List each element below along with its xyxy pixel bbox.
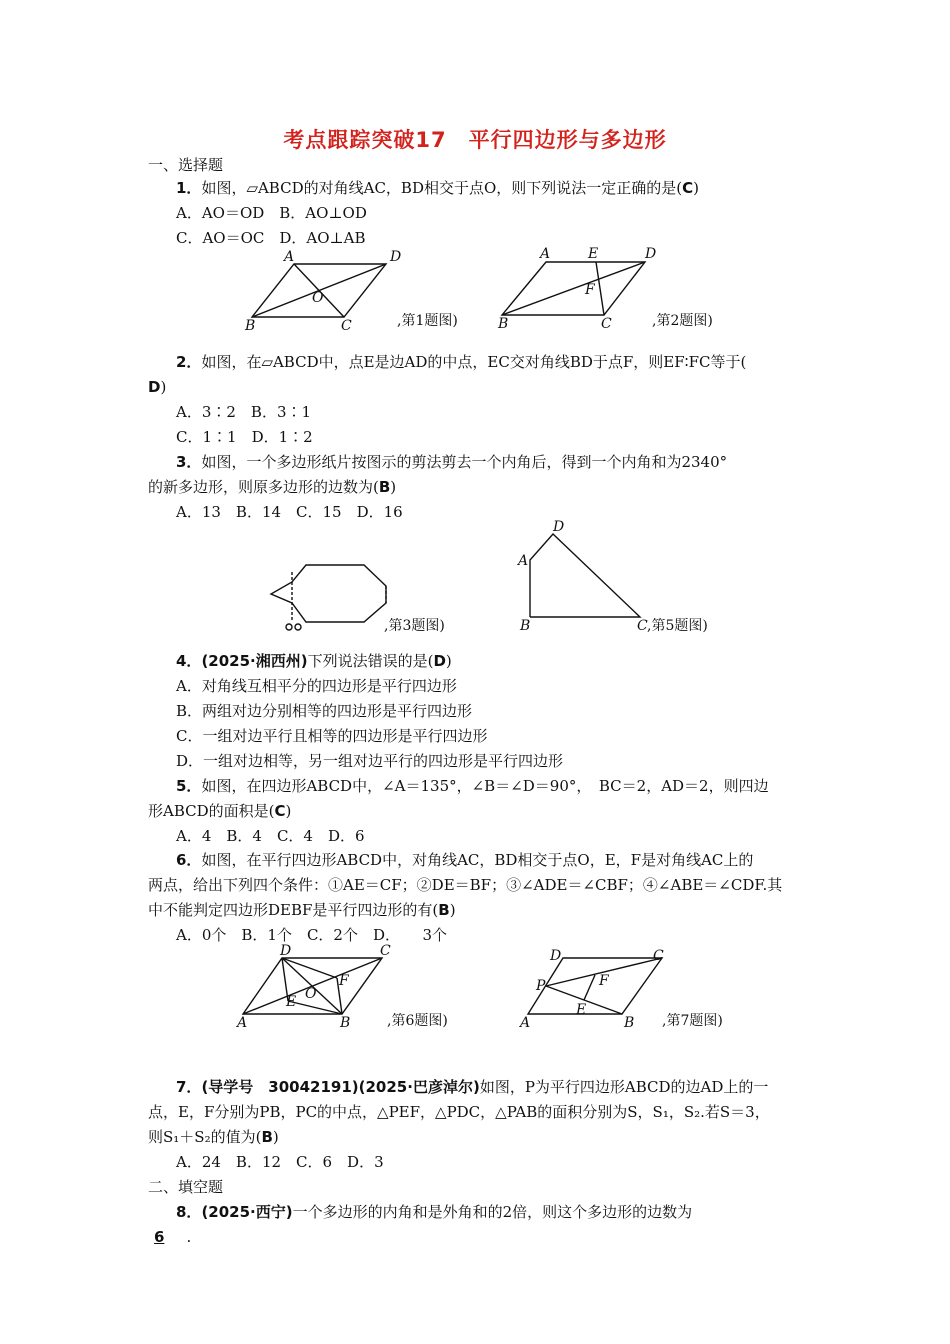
label-p: P (536, 978, 546, 994)
label-c: C (341, 318, 352, 334)
label-f: F (585, 282, 595, 298)
paren: ) (445, 652, 452, 670)
q6-options: A．0个 B．1个 C．2个 D． 3个 (176, 926, 448, 944)
figure-7-caption: ,第7题图) (662, 1013, 723, 1029)
q7-options: A．24 B．12 C．6 D．3 (176, 1153, 384, 1171)
segment-df (282, 958, 337, 978)
q1-options-row-1: A．AO＝OD B．AO⊥OD (176, 204, 367, 222)
question-source: (2025·湘西州) (201, 652, 308, 670)
label-d: D (280, 943, 292, 959)
paren: ) (272, 1128, 279, 1146)
question-number: 7． (176, 1078, 202, 1096)
question-number: 5． (176, 777, 202, 795)
label-b: B (340, 1015, 351, 1031)
question-text: 如图，一个多边形纸片按图示的剪法剪去一个内角后，得到一个内角和为2340° (201, 453, 728, 471)
label-c: C (380, 943, 391, 959)
question-text: 如图，P为平行四边形ABCD的边AD上的一 (479, 1078, 769, 1096)
q6-line-2: 两点，给出下列四个条件：①AE＝CF；②DE＝BF；③∠ADE＝∠CBF；④∠ABE＝∠CDF.其 (148, 876, 783, 894)
answer: B (378, 478, 391, 496)
paren: ) (390, 478, 397, 496)
label-o: O (312, 290, 324, 306)
question-text: 则S₁＋S₂的值为( (148, 1128, 262, 1146)
question-number: 1． (176, 179, 202, 197)
answer: D (433, 652, 446, 670)
q3-options: A．13 B．14 C．15 D．16 (176, 503, 403, 521)
figure-6-caption: ,第6题图) (387, 1013, 448, 1029)
label-f: F (339, 973, 349, 989)
section-fill-heading: 二、填空题 (148, 1178, 224, 1196)
figure-5 (530, 534, 640, 617)
segment-ec (596, 262, 604, 315)
label-c: C (601, 316, 612, 332)
label-b: B (498, 316, 509, 332)
q1-options-row-2: C．AO＝OC D．AO⊥AB (176, 229, 366, 247)
scissors-icon (295, 624, 301, 630)
label-f: F (599, 973, 609, 989)
question-number: 6． (176, 851, 202, 869)
label-c: C (653, 948, 664, 964)
q4-option-d: D．一组对边相等，另一组对边平行的四边形是平行四边形 (176, 752, 564, 770)
segment-ef (584, 975, 595, 1000)
figure-7 (528, 958, 662, 1014)
answer: C (274, 802, 286, 820)
label-a: A (520, 1015, 531, 1031)
label-a: A (518, 553, 529, 569)
q7-line-2: 点，E，F分别为PB，PC的中点，△PEF，△PDC，△PAB的面积分别为S，S₁，S₂.若S＝3， (148, 1103, 770, 1121)
question-text: 下列说法错误的是( (307, 652, 434, 670)
label-b: B (624, 1015, 635, 1031)
q2-options-row-2: C．1∶1 D．1∶2 (176, 428, 313, 446)
period: . (186, 1228, 192, 1246)
answer: C (682, 179, 694, 197)
figure-1-caption: ,第1题图) (397, 313, 458, 329)
label-e: E (588, 246, 599, 262)
figure-3-caption: ,第3题图) (384, 618, 445, 634)
paren: ) (693, 179, 699, 197)
question-text: 如图，在▱ABCD中，点E是边AD的中点，EC交对角线BD于点F，则EF∶FC等于( (201, 353, 747, 371)
q2-options-row-1: A．3∶2 B．3∶1 (176, 403, 312, 421)
question-text: 中不能判定四边形DEBF是平行四边形的有( (148, 901, 439, 919)
label-d: D (550, 948, 562, 964)
paren: ) (449, 901, 456, 919)
q4-option-b: B．两组对边分别相等的四边形是平行四边形 (176, 702, 473, 720)
answer: B (261, 1128, 273, 1146)
q4-option-a: A．对角线互相平分的四边形是平行四边形 (176, 677, 457, 695)
figure-2 (502, 262, 645, 315)
paren: ) (285, 802, 292, 820)
label-a: A (237, 1015, 248, 1031)
label-d: D (553, 519, 565, 535)
answer: D (148, 378, 161, 396)
label-d: D (390, 249, 402, 265)
q5-options: A．4 B．4 C．4 D．6 (176, 827, 365, 845)
figure-2-caption: ,第2题图) (652, 313, 713, 329)
label-c: C (637, 618, 648, 634)
label-d: D (645, 246, 657, 262)
question-source: (2025·西宁) (201, 1203, 293, 1221)
label-a: A (284, 249, 295, 265)
scissors-icon (286, 624, 292, 630)
figure-3 (271, 565, 386, 630)
question-number: 4． (176, 652, 202, 670)
quadrilateral-abcd (530, 534, 640, 617)
question-source: (导学号 30042191)(2025·巴彦淖尔) (201, 1078, 480, 1096)
label-o: O (305, 986, 317, 1002)
figure-5-caption: ,第5题图) (647, 618, 708, 634)
label-e: E (576, 1002, 587, 1018)
q4-option-c: C．一组对边平行且相等的四边形是平行四边形 (176, 727, 488, 745)
label-b: B (245, 318, 256, 334)
question-number: 2． (176, 353, 202, 371)
page-title: 考点跟踪突破17 平行四边形与多边形 (283, 128, 667, 152)
label-e: E (286, 994, 297, 1010)
question-text: 如图，在平行四边形ABCD中，对角线AC，BD相交于点O，E，F是对角线AC上的 (201, 851, 754, 869)
question-text: 如图，在四边形ABCD中，∠A＝135°，∠B＝∠D＝90°， BC＝2，AD＝2，则四边 (201, 777, 769, 795)
question-text: 如图，▱ABCD的对角线AC，BD相交于点O，则下列说法一定正确的是( (201, 179, 683, 197)
question-text: 形ABCD的面积是( (148, 802, 275, 820)
answer: B (438, 901, 450, 919)
question-text: 的新多边形，则原多边形的边数为( (148, 478, 379, 496)
paren: ) (160, 378, 167, 396)
answer: 6 (154, 1228, 165, 1246)
question-text: 一个多边形的内角和是外角和的2倍，则这个多边形的边数为 (292, 1203, 693, 1221)
label-b: B (520, 618, 531, 634)
octagon-paper (271, 565, 386, 622)
question-number: 8． (176, 1203, 202, 1221)
section-choice-heading: 一、选择题 (148, 156, 224, 174)
question-number: 3． (176, 453, 202, 471)
label-a: A (540, 246, 551, 262)
